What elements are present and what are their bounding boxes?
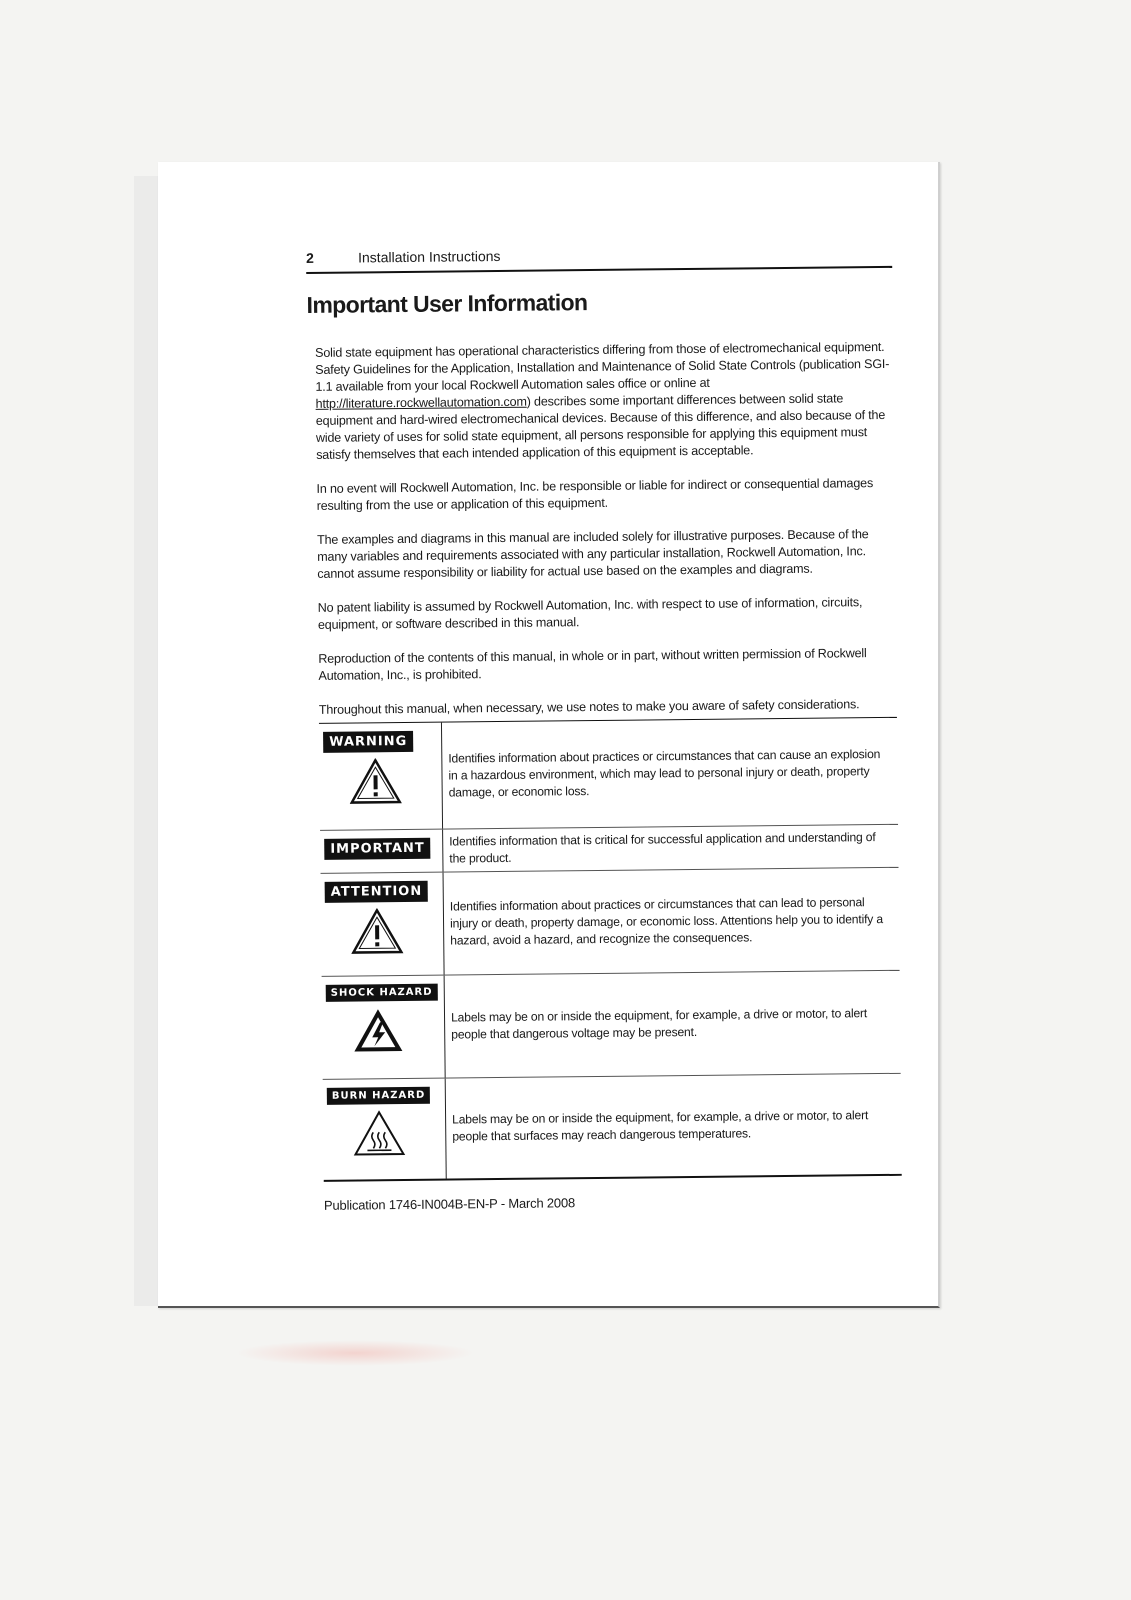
paragraph-patent: No patent liability is assumed by Rockwell Automation, Inc. with respect to use of information, circuits, equipment, or software described in this manual.: [317, 595, 863, 632]
note-label-cell: [323, 1079, 447, 1180]
publication-footer: Publication 1746-IN004B-EN-P - March 2008: [323, 1195, 576, 1213]
note-label-cell: [320, 830, 443, 873]
note-label-cell: [319, 723, 443, 830]
note-row-attention: [321, 868, 900, 977]
safety-notes-table: [319, 717, 902, 1182]
paragraph-liability: In no event will Rockwell Automation, Inc. be responsible or liable for indirect or consequential damages resulting from the use or application of this equipment.: [316, 476, 874, 513]
paragraph-text: ) describes some important differences between solid state equipment and hard-wired electromechanical devices. Because of this difference, and also because of the wide variety of uses for solid state equipment, all persons responsible for applying this equipment must satisfy themselves that each intended application of this equipment is acceptable.: [315, 391, 886, 462]
note-label-cell: [322, 976, 446, 1079]
header-title: Installation Instructions: [357, 247, 501, 266]
warning-badge: WARNING: [323, 731, 413, 753]
paragraph-reproduction: Reproduction of the contents of this manual, in whole or in part, without written permission of Rockwell Automation, Inc., is prohibited.: [318, 646, 867, 683]
important-badge: IMPORTANT: [324, 838, 431, 860]
note-text: Identifies information about practices or circumstances that can cause an explosion in a hazardous environment, which may lead to personal injury or death, property damage, or economic loss.: [448, 746, 881, 800]
paragraph-notes-intro: Throughout this manual, when necessary, we use notes to make you aware of safety considerations.: [318, 697, 860, 717]
note-row-important: [320, 825, 898, 874]
note-text: Labels may be on or inside the equipment, for example, a drive or motor, to alert people that surfaces may reach dangerous temperatures.: [452, 1108, 869, 1144]
note-text: Identifies information about practices or circumstances that can lead to personal injury or death, property damage, or economic loss. Attentions help you to identify a hazard, avoid a hazard, and recognize the consequences.: [449, 894, 883, 948]
lightning-triangle-icon: [352, 1007, 404, 1054]
page-number: 2: [306, 249, 314, 266]
heat-triangle-icon: [353, 1110, 405, 1157]
note-label-cell: [321, 873, 445, 976]
literature-link[interactable]: http://literature.rockwellautomation.com: [315, 394, 527, 411]
paragraph-solid-state: [315, 339, 894, 464]
paragraph-text: Solid state equipment has operational characteristics differing from those of electromechanical equipment. Safety Guidelines for the Application, Installation and Maintenance of Solid State Controls (publication SGI-1.1 available from your local Rockwell Automation sales office or online at: [315, 339, 890, 394]
paper-stain: [235, 1340, 475, 1366]
shock-hazard-badge: SHOCK HAZARD: [326, 984, 438, 1002]
note-text: Labels may be on or inside the equipment, for example, a drive or motor, to alert people that dangerous voltage may be present.: [450, 1006, 868, 1042]
warning-triangle-icon: [351, 908, 403, 955]
attention-badge: ATTENTION: [325, 881, 429, 903]
note-text: Identifies information that is critical for successful application and understanding of the product.: [449, 830, 876, 866]
note-row-burn-hazard: [323, 1074, 902, 1180]
paragraph-examples: The examples and diagrams in this manual are included solely for illustrative purposes. Because of the many variables and requirements associated with any particular installation, Rockwell Automation, Inc. cannot assume responsibility or liability for actual use based on the examples and diagrams.: [316, 527, 869, 581]
page-heading: Important User Information: [306, 289, 588, 318]
page-content: [306, 244, 902, 1213]
note-row-shock-hazard: [322, 971, 901, 1080]
warning-triangle-icon: [349, 758, 401, 805]
burn-hazard-badge: BURN HAZARD: [327, 1087, 431, 1105]
note-row-warning: [319, 718, 898, 831]
running-header: [306, 244, 892, 274]
